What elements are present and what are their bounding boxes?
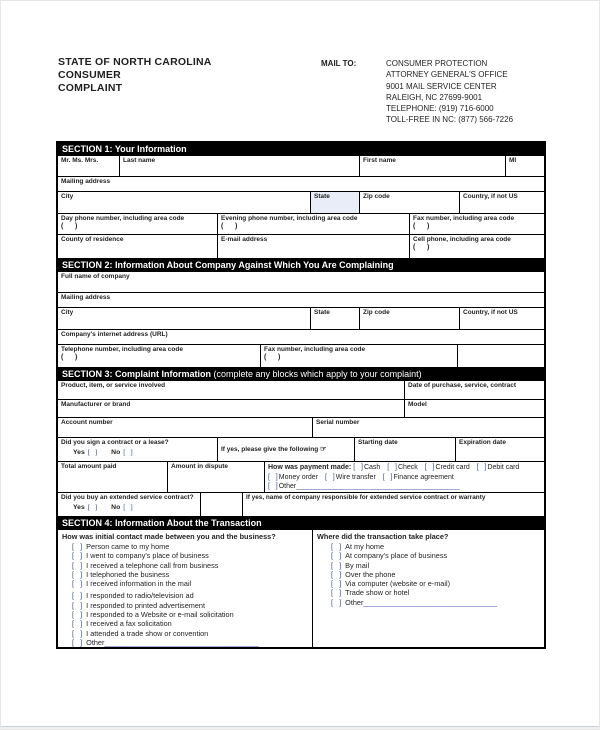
amount-dispute-label: Amount in dispute (171, 463, 229, 470)
cell-phone-label: Cell phone, including area code (413, 236, 511, 243)
expiration-date-label: Expiration date (459, 439, 506, 446)
contact-option-other: [ ] Other______________________________________ (72, 637, 259, 647)
extended-yes-checkbox[interactable]: [ ] (87, 503, 98, 511)
extended-no-checkbox[interactable]: [ ] (123, 503, 133, 511)
company-city-field[interactable] (58, 308, 311, 329)
company-telephone-label: Telephone number, including area code (61, 346, 183, 353)
s3-product-row (58, 381, 544, 400)
payment-line-1 (268, 463, 541, 473)
last-name-label: Last name (123, 157, 156, 164)
other-fill-line[interactable]: ______________________________________ (104, 637, 259, 647)
checkbox-by-mail[interactable]: [ ] (331, 560, 342, 570)
checkbox-received-mail-info[interactable]: [ ] (72, 579, 83, 589)
s2-url-row (58, 330, 544, 345)
extended-contract-question-label: Did you buy an extended service contract? (61, 494, 194, 501)
state-label: State (314, 193, 330, 200)
contact-option: [ ] I went to company's place of business (72, 551, 209, 561)
payment-label: How was payment made: (268, 464, 352, 471)
checkbox-trade-show-hotel[interactable]: [ ] (331, 588, 342, 598)
contract-yes-no (73, 449, 214, 456)
phone-parentheses: ( ) (264, 353, 281, 361)
purchase-date-field[interactable] (405, 381, 544, 399)
checkbox-wire-transfer[interactable]: [ ] (324, 473, 335, 481)
s3-payment-row (58, 462, 544, 493)
account-number-label: Account number (61, 419, 113, 426)
company-url-field[interactable] (58, 330, 544, 344)
checkbox-cash[interactable]: [ ] (353, 464, 363, 471)
transaction-place-column (313, 530, 544, 647)
checkbox-check[interactable]: [ ] (387, 464, 397, 471)
company-state-label: State (314, 309, 330, 316)
form-title-line1: STATE OF NORTH CAROLINA (58, 56, 212, 68)
other-fill-line[interactable]: _________________________________ (363, 597, 498, 607)
payment-line-2 (268, 473, 541, 483)
product-field[interactable] (58, 381, 405, 399)
s2-empty-cell (458, 345, 544, 367)
checkbox-fax-solicitation[interactable]: [ ] (72, 619, 83, 629)
country-label: Country, if not US (463, 193, 518, 200)
expiration-date-field[interactable] (456, 438, 544, 461)
middle-initial-field[interactable] (506, 156, 544, 176)
contract-no-checkbox[interactable]: [ ] (123, 448, 133, 456)
s3-account-row (58, 418, 544, 438)
checkbox-went-to-company[interactable]: [ ] (72, 551, 83, 561)
s1-mailing-row (58, 177, 544, 192)
company-country-label: Country, if not US (463, 309, 518, 316)
account-number-field[interactable] (58, 418, 313, 437)
section3-title-note: (complete any blocks which apply to your complaint) (213, 369, 422, 379)
initial-contact-heading: How was initial contact made between you and the business? (62, 532, 276, 541)
s1-name-row (58, 156, 544, 177)
company-telephone-field[interactable] (58, 345, 261, 367)
s3-extended-row (58, 493, 544, 517)
total-paid-field[interactable] (58, 462, 168, 492)
payment-option: [ ]Credit card (424, 464, 470, 471)
section4-header: SECTION 4: Information About the Transaction (58, 517, 544, 530)
phone-parentheses: ( ) (413, 222, 430, 230)
company-mailing-label: Mailing address (61, 294, 111, 301)
day-phone-label: Day phone number, including area code (61, 215, 185, 222)
last-name-field[interactable] (120, 156, 360, 176)
contract-question-label: Did you sign a contract or a lease? (61, 439, 169, 446)
checkbox-over-the-phone[interactable]: [ ] (331, 569, 342, 579)
checkbox-money-order[interactable]: [ ] (268, 473, 278, 481)
model-label: Model (408, 401, 427, 408)
payment-option-other: [ ]Other__________________________________________ (268, 483, 460, 490)
contact-option: [ ] I received a telephone call from business (72, 560, 219, 570)
starting-date-field[interactable] (355, 438, 456, 461)
checkbox-at-my-home[interactable]: [ ] (331, 542, 342, 551)
extended-contract-question-field (58, 493, 201, 516)
initial-contact-column (58, 530, 313, 647)
mailing-address-label: Mailing address (61, 178, 111, 185)
evening-phone-label: Evening phone number, including area code (221, 215, 358, 222)
checkbox-location-other[interactable]: [ ] (331, 597, 342, 607)
s3-empty-cell (201, 493, 243, 516)
mail-to-label: MAIL TO: (321, 59, 357, 68)
address-line: TOLL-FREE IN NC: (877) 566-7226 (386, 115, 514, 125)
middle-initial-label: MI (509, 157, 517, 164)
contact-option: [ ] I responded to radio/television ad (72, 591, 194, 601)
phone-parentheses: ( ) (221, 222, 238, 230)
contact-option: [ ] Person came to my home (72, 542, 170, 551)
s2-phone-row (58, 345, 544, 368)
company-name-field[interactable] (58, 272, 544, 292)
checkbox-website-email-solicitation[interactable]: [ ] (72, 610, 83, 620)
checkbox-debit-card[interactable]: [ ] (476, 464, 487, 471)
form-title-line2: CONSUMER (58, 69, 121, 81)
contract-question-field (58, 438, 218, 461)
location-option: [ ] At company's place of business (331, 551, 448, 561)
form-title (58, 56, 212, 95)
payment-option: [ ]Wire transfer (324, 473, 376, 481)
extended-company-label: If yes, name of company responsible for extended service contract or warranty (246, 494, 486, 501)
payment-method-field (265, 462, 544, 492)
contact-option: [ ] I responded to printed advertisement (72, 600, 205, 610)
yes-label: Yes (73, 448, 85, 456)
checkbox-contact-other[interactable]: [ ] (72, 637, 83, 647)
phone-parentheses: ( ) (61, 222, 78, 230)
company-city-label: City (61, 309, 74, 316)
yes-label: Yes (73, 503, 85, 511)
location-option: [ ] Via computer (website or e-mail) (331, 579, 451, 589)
location-option: [ ] Trade show or hotel (331, 588, 410, 598)
s1-phone-row (58, 214, 544, 235)
company-state-field[interactable] (311, 308, 360, 329)
address-line: 9001 MAIL SERVICE CENTER (386, 81, 497, 91)
section2-header: SECTION 2: Information About Company Against Which You Are Complaining (58, 259, 544, 272)
amount-dispute-field[interactable] (168, 462, 265, 492)
county-field[interactable] (58, 235, 218, 258)
prefix-label: Mr. Ms. Mrs. (61, 157, 99, 164)
section3-title-bold: SECTION 3: Complaint Information (62, 369, 214, 379)
location-option: [ ] Over the phone (331, 569, 396, 579)
first-name-label: First name (363, 157, 396, 164)
location-option: [ ] By mail (331, 560, 370, 570)
s2-city-row (58, 308, 544, 330)
mailing-address-field[interactable] (58, 177, 544, 191)
starting-date-label: Starting date (358, 439, 398, 446)
email-label: E-mail address (221, 236, 268, 243)
page-bottom-edge (1, 726, 599, 729)
purchase-date-label: Date of purchase, service, contract (408, 382, 517, 389)
email-field[interactable] (218, 235, 410, 258)
payment-option: [ ]Debit card (476, 464, 520, 471)
checkbox-person-came-home[interactable]: [ ] (72, 542, 83, 551)
city-label: City (61, 193, 74, 200)
cell-phone-field[interactable] (410, 235, 544, 258)
no-label: No (111, 448, 121, 456)
checkbox-received-call[interactable]: [ ] (72, 560, 83, 570)
checkbox-finance-agreement[interactable]: [ ] (382, 473, 393, 481)
payment-line-3 (268, 482, 541, 492)
mail-to-address (386, 58, 513, 126)
county-label: County of residence (61, 236, 124, 243)
first-name-field[interactable] (360, 156, 506, 176)
evening-phone-field[interactable] (218, 214, 410, 234)
checkbox-telephoned-business[interactable]: [ ] (72, 569, 83, 579)
contract-yes-checkbox[interactable]: [ ] (87, 448, 98, 456)
fax-field[interactable] (410, 214, 544, 234)
location-option-other: [ ] Other_________________________________ (331, 597, 498, 607)
day-phone-field[interactable] (58, 214, 218, 234)
checkbox-trade-show[interactable]: [ ] (72, 628, 83, 638)
model-field[interactable] (405, 400, 544, 417)
location-option: [ ] At my home (331, 542, 385, 551)
contact-option: [ ] I attended a trade show or convention (72, 628, 209, 638)
company-zip-label: Zip code (363, 309, 390, 316)
complaint-form-table (56, 141, 546, 649)
prefix-field[interactable] (58, 156, 120, 176)
state-field[interactable] (311, 192, 360, 213)
payment-option: [ ]Check (387, 464, 418, 471)
city-field[interactable] (58, 192, 311, 213)
company-fax-label: Fax number, including area code (264, 346, 366, 353)
address-line: CONSUMER PROTECTION (386, 59, 488, 68)
other-fill-line[interactable]: __________________________________________ (296, 483, 460, 490)
product-label: Product, item, or service involved (61, 382, 166, 389)
s1-city-row (58, 192, 544, 214)
if-yes-following-cell (218, 438, 355, 461)
checkbox-via-computer[interactable]: [ ] (331, 579, 342, 589)
checkbox-radio-tv-ad[interactable]: [ ] (72, 591, 83, 601)
company-zip-field[interactable] (360, 308, 460, 329)
company-fax-field[interactable] (261, 345, 458, 367)
s1-county-row (58, 235, 544, 259)
s2-company-row (58, 272, 544, 293)
contact-option: [ ] I responded to a Website or e-mail solicitation (72, 610, 234, 620)
company-url-label: Company's internet address (URL) (61, 331, 168, 338)
zip-field[interactable] (360, 192, 460, 213)
no-label: No (111, 503, 121, 511)
manufacturer-label: Manufacturer or brand (61, 401, 131, 408)
company-country-field[interactable] (460, 308, 544, 329)
checkbox-at-company-place[interactable]: [ ] (331, 551, 342, 561)
total-paid-label: Total amount paid (61, 463, 117, 470)
if-yes-following-label: If yes, please give the following ☞ (221, 446, 327, 453)
pointing-hand-icon: ☞ (320, 446, 327, 453)
section3-header (58, 368, 544, 381)
address-line: ATTORNEY GENERAL'S OFFICE (386, 70, 508, 80)
phone-parentheses: ( ) (413, 243, 430, 251)
s3-manufacturer-row (58, 400, 544, 418)
country-field[interactable] (460, 192, 544, 213)
transaction-place-heading: Where did the transaction take place? (317, 532, 449, 541)
zip-label: Zip code (363, 193, 390, 200)
serial-number-label: Serial number (316, 419, 360, 426)
s2-mailing-row (58, 293, 544, 308)
s3-contract-row (58, 438, 544, 462)
checkbox-other-payment[interactable]: [ ] (268, 483, 278, 490)
extended-company-field[interactable] (243, 493, 544, 516)
phone-parentheses: ( ) (61, 353, 78, 361)
company-mailing-field[interactable] (58, 293, 544, 307)
section1-header: SECTION 1: Your Information (58, 143, 544, 156)
company-name-label: Full name of company (61, 273, 130, 280)
checkbox-credit-card[interactable]: [ ] (424, 464, 435, 471)
fax-label: Fax number, including area code (413, 215, 515, 222)
address-line: TELEPHONE: (919) 716-6000 (386, 104, 494, 114)
payment-option: [ ]Cash (353, 464, 381, 471)
address-line: RALEIGH, NC 27699-9001 (386, 92, 483, 102)
s4-body-row (58, 530, 544, 647)
payment-option: [ ]Money order (268, 473, 319, 481)
manufacturer-field[interactable] (58, 400, 405, 417)
payment-option: [ ]Finance agreement (382, 473, 454, 481)
contact-option: [ ] I telephoned the business (72, 569, 170, 579)
serial-number-field[interactable] (313, 418, 544, 437)
contact-option: [ ] I received information in the mail (72, 579, 192, 589)
form-title-line3: COMPLAINT (58, 82, 123, 94)
extended-yes-no (73, 504, 197, 511)
checkbox-printed-ad[interactable]: [ ] (72, 600, 83, 610)
contact-option: [ ] I received a fax solicitation (72, 619, 172, 629)
